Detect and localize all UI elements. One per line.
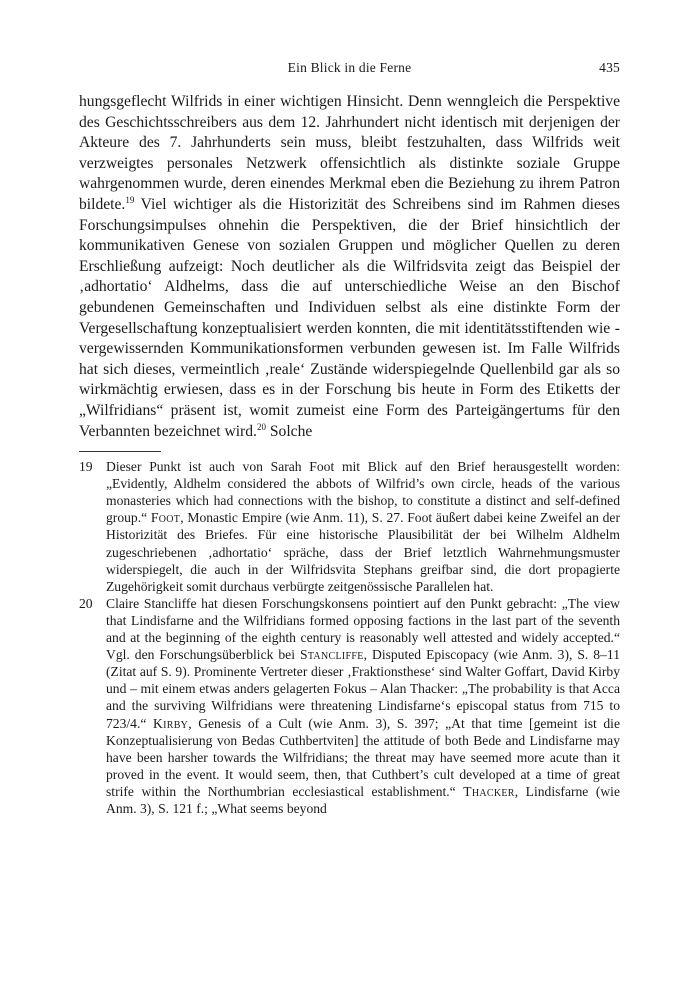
footnote-text: Dieser Punkt ist auch von Sarah Foot mit Blick auf den Brief herausgestellt worden: „Evidently, Aldhelm considered the abbots of Wilfrid’s own circle, heads of the various monasteries which had connections with the bishop, to constitute a distinct and self-defined group.“	[106, 459, 620, 526]
body-text: Viel wichtiger als die Historizität des Schreibens sind im Rahmen dieses Forschungsimpulses ohnehin die Perspektiven, die der Brief hinsichtlich der kommunikativen Genese von sozialen Gruppen und möglicher Quellen zu deren Erschließung aufzeigt: Noch deutlicher als die Wilfridsvita zeigt das Beispiel der ‚adhortatio‘ Aldhelms, dass die auf unterschiedliche Weise an den Bischof gebundenen Gemeinschaften und Individuen selbst als eine distinkte Form der Vergesellschaftung konzeptualisiert werden konnten, die mit identitätsstiftenden wie -vergewissernden Kommunikationsformen verbunden gewesen ist. Im Falle Wilfrids hat sich dieses, vermeintlich ‚reale‘ Zustände widerspiegelnde Quellenbild gar als so wirkmächtig erwiesen, dass es in der Forschung bis heute in Form des Etiketts der „Wilfridians“ präsent ist, womit zumeist eine Form des Parteigängertums für den Verbannten bezeichnet wird.	[79, 195, 620, 440]
running-head	[79, 60, 620, 86]
author-name: Kirby	[152, 715, 189, 731]
author-name: Foot	[150, 510, 181, 526]
footnote-text: , Lindisfarne (wie Anm. 3), S. 121 f.; „What seems beyond	[106, 783, 620, 816]
page-number: 435	[599, 60, 620, 75]
footnote-reference-19: 19	[125, 194, 135, 205]
body-paragraph	[79, 92, 620, 442]
footnote-19	[79, 458, 620, 595]
book-page	[79, 60, 620, 817]
running-title: Ein Blick in die Ferne	[287, 60, 412, 75]
footnotes	[79, 458, 620, 817]
body-text: Solche	[265, 422, 313, 440]
author-name: Thacker	[463, 783, 515, 799]
footnote-text: , Genesis of a Cult (wie Anm. 3), S. 397; „At that time [gemeint ist die Konzeptualisierung von Bedas Cuthbertviten] the attitude of both Bede and Lindisfarne may have been harsher towards the Wilfridians; the threat may have seemed more acute than it proved in the event. It would seem, then, that Cuthbert’s cult developed at a time of great strife within the Northumbrian ecclesiastical establishment.“	[106, 715, 620, 799]
footnote-20	[79, 595, 620, 817]
main-text	[79, 92, 620, 442]
author-name: Stancliffe	[299, 647, 364, 663]
footnote-number: 20	[79, 595, 93, 611]
footnote-text: , Disputed Episcopacy (wie Anm. 3), S. 8–11 (Zitat auf S. 9). Prominente Vertreter dieser ‚Fraktionsthese‘ sind Walter Goffart, David Kirby und – mit einem etwas anders gelagerten Fokus – Alan Thacker: „The probability is that Acca and the surviving Wilfridians were threatening Lindisfarne‘s episcopal status from 715 to 723/4.“	[106, 647, 620, 731]
footnote-number: 19	[79, 459, 93, 475]
footnote-reference-20: 20	[256, 421, 266, 432]
footnote-separator	[79, 451, 161, 452]
footnote-text: Claire Stancliffe hat diesen Forschungskonsens pointiert auf den Punkt gebracht: „The view that Lindisfarne and the Wilfridians formed opposing factions in the last part of the seventh and at the beginning of the eighth century is reasonably well attested and widely accepted.“ Vgl. den Forschungsüberblick bei	[106, 595, 620, 663]
footnote-text: , Monastic Empire (wie Anm. 11), S. 27. Foot äußert dabei keine Zweifel an der Historizität des Briefes. Für eine historische Plausibilität der bei Wilhelm Aldhelm zugeschriebenen ‚adhortatio‘ spräche, dass der Brief letztlich Wahrnehmungsmuster widerspiegelt, die auch in der Wilfridsvita Stephans greifbar sind, die dort propagierte Zugehörigkeit somit durchaus verbürgte zeitgenössische Parallelen hat.	[106, 510, 620, 594]
body-text: hungsgeflecht Wilfrids in einer wichtigen Hinsicht. Denn wenngleich die Perspektive des Geschichtsschreibers aus dem 12. Jahrhundert nicht identisch mit derjenigen der Akteure des 7. Jahrhunderts sein muss, bleibt festzuhalten, dass Wilfrids weit verzweigtes personales Netzwerk offensichtlich als distinkte soziale Gruppe wahrgenommen wurde, deren einendes Merkmal eben die Beziehung zu ihrem Patron bildete.	[79, 93, 620, 213]
